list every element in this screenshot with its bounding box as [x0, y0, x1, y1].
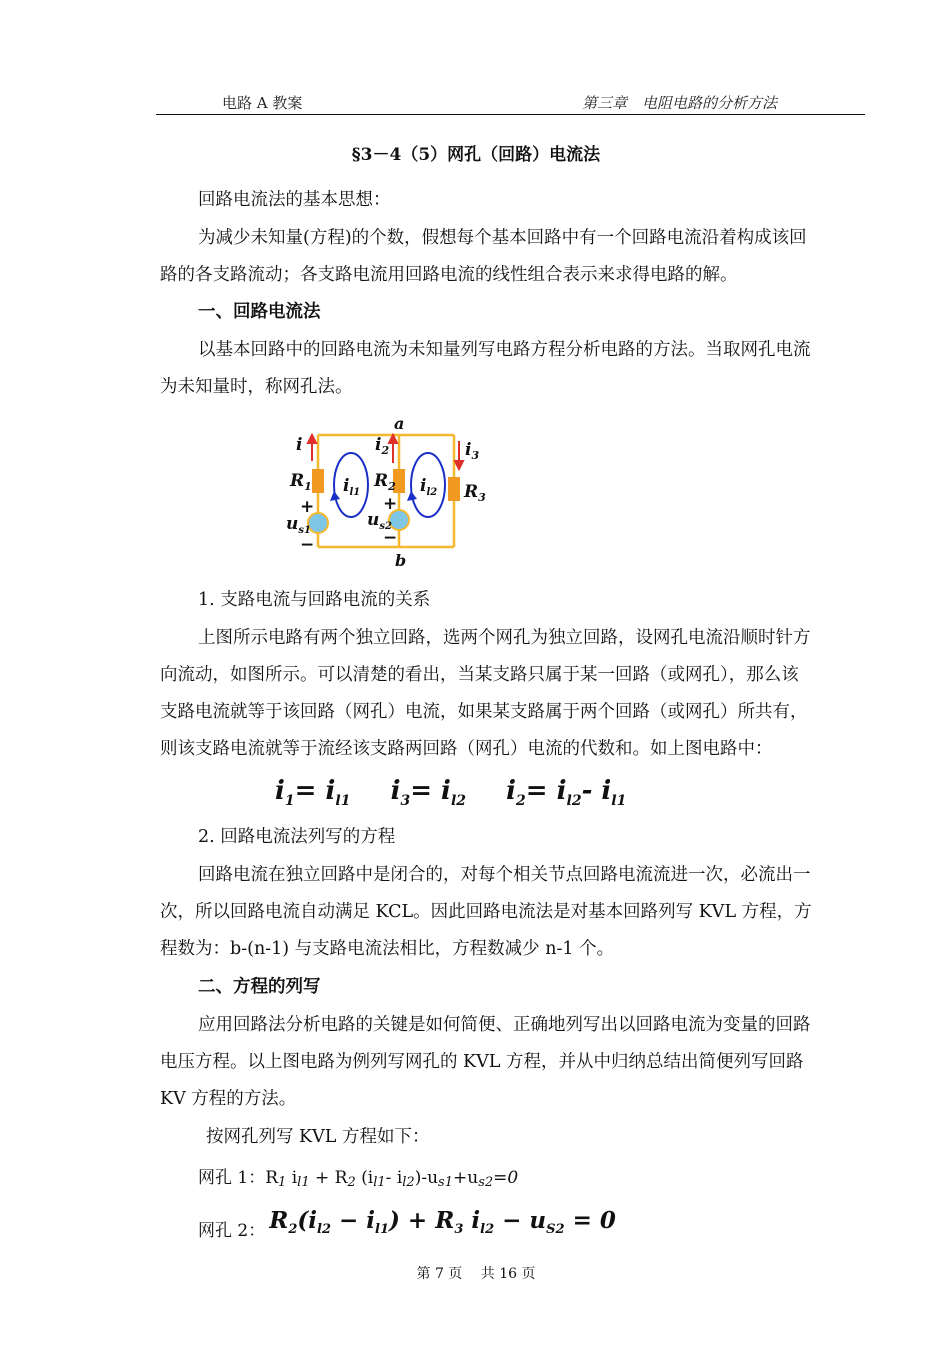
resistor-r1 [312, 469, 324, 493]
plus-us2: + [383, 494, 398, 514]
loop-il1-arrow [330, 491, 340, 501]
resistor-r3 [448, 477, 460, 501]
paragraph-line: 以基本回路中的回路电流为未知量列写电路方程分析电路的方法。当取网孔电流 [198, 340, 811, 360]
equation-1: i1= il1 [275, 776, 351, 809]
label-i: i [296, 435, 303, 455]
minus-us1: − [300, 535, 315, 555]
heading-1: 一、回路电流法 [198, 302, 321, 322]
paragraph-line: 回路电流法的基本思想： [198, 190, 391, 210]
arrow-i2 [389, 435, 397, 463]
paragraph-line: 程数为：b-(n-1) 与支路电流法相比，方程数减少 n-1 个。 [160, 939, 615, 959]
paragraph-line: 回路电流在独立回路中是闭合的，对每个相关节点回路电流流进一次，必流出一 [198, 865, 811, 885]
branch-current-equations [275, 776, 626, 809]
label-us2: $u_{s2}$ [367, 510, 392, 532]
mesh-1-equation: 网孔 1：R1 il1 + R2 (il1- il2)-us1+us2=0 [198, 1168, 519, 1190]
list-item-2: 2. 回路电流法列写的方程 [198, 827, 396, 847]
minus-us2: − [383, 528, 398, 548]
circuit-diagram [278, 413, 488, 573]
loop-il2 [411, 453, 445, 517]
section-title: §3－4（5）网孔（回路）电流法 [351, 145, 601, 165]
paragraph-line: 向流动，如图所示。可以清楚的看出，当某支路只属于某一回路（或网孔），那么该 [160, 665, 799, 685]
loop-il2-arrow [407, 491, 417, 501]
mesh-2-equation: 网孔 2： $R_2(i_{l2} - i_{l1}) + R_3$ $i_{l2} - u_{S2} = 0$ [198, 1207, 616, 1241]
label-i2: $i_2$ [375, 435, 390, 457]
arrow-i [308, 435, 316, 461]
label-us1: $u_{s1}$ [286, 514, 311, 536]
paragraph-line: 上图所示电路有两个独立回路，选两个网孔为独立回路，设网孔电流沿顺时针方 [198, 628, 811, 648]
header-rule [156, 114, 865, 115]
label-r2: $R_2$ [374, 471, 396, 493]
arrow-i3 [455, 441, 463, 469]
label-i3: $i_3$ [465, 440, 480, 462]
paragraph-line: 应用回路法分析电路的关键是如何简便、正确地列写出以回路电流为变量的回路 [198, 1015, 811, 1035]
loop-il1 [334, 453, 368, 517]
page-footer: 第 7 页 共 16 页 [416, 1266, 536, 1282]
paragraph-line: 为减少未知量(方程)的个数，假想每个基本回路中有一个回路电流沿着构成该回 [198, 228, 807, 248]
label-r3: $R_3$ [464, 482, 486, 504]
header-left: 电路 A 教案 [222, 94, 303, 112]
heading-2: 二、方程的列写 [198, 977, 321, 997]
equation-2: i3= il2 [390, 776, 466, 809]
header-right: 第三章 电阻电路的分析方法 [582, 94, 778, 112]
paragraph-line: 则该支路电流就等于流经该支路两回路（网孔）电流的代数和。如上图电路中： [160, 739, 773, 759]
node-b: b [395, 551, 407, 570]
node-a: a [394, 414, 405, 433]
label-il1: $i_{l1}$ [343, 476, 361, 498]
paragraph-line: KV 方程的方法。 [160, 1089, 297, 1109]
paragraph-line: 为未知量时，称网孔法。 [160, 377, 353, 397]
paragraph-line: 次，所以回路电流自动满足 KCL。因此回路电流法是对基本回路列写 KVL 方程，方 [160, 902, 812, 922]
paragraph-line: 电压方程。以上图电路为例列写网孔的 KVL 方程，并从中归纳总结出简便列写回路 [160, 1052, 804, 1072]
list-item-1: 1. 支路电流与回路电流的关系 [198, 590, 431, 610]
label-il2: $i_{l2}$ [420, 476, 438, 498]
paragraph-line: 支路电流就等于该回路（网孔）电流，如果某支路属于两个回路（或网孔）所共有， [160, 702, 808, 722]
label-r1: $R_1$ [290, 471, 312, 493]
paragraph-line: 路的各支路流动；各支路电流用回路电流的线性组合表示来求得电路的解。 [160, 265, 738, 285]
paragraph-line: 按网孔列写 KVL 方程如下： [206, 1127, 430, 1147]
equation-3: i2= il2- il1 [506, 776, 627, 809]
plus-us1: + [300, 497, 315, 517]
